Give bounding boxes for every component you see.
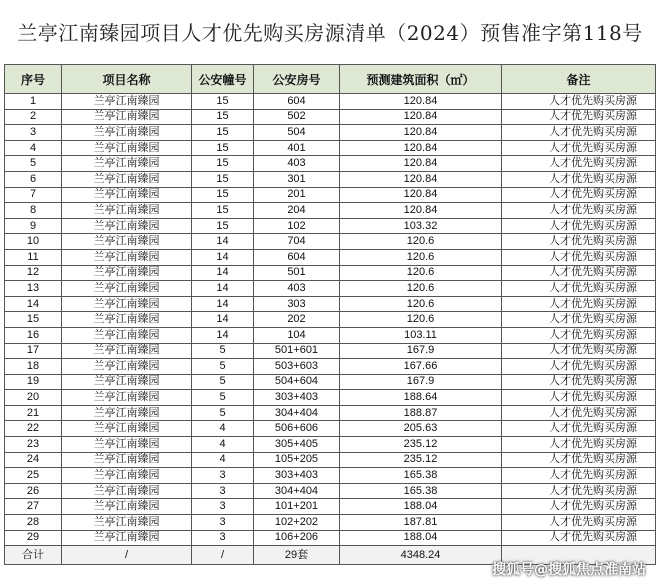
cell-room-number: 504 xyxy=(254,125,340,141)
cell-building-number: 14 xyxy=(192,312,254,328)
cell-index: 2 xyxy=(5,109,62,125)
header-project-name: 项目名称 xyxy=(62,65,192,94)
cell-note: 人才优先购买房源 xyxy=(502,125,656,141)
cell-index: 24 xyxy=(5,452,62,468)
table-row xyxy=(5,203,656,219)
table-row xyxy=(5,265,656,281)
cell-area: 120.84 xyxy=(340,94,502,110)
cell-room-number: 303 xyxy=(254,296,340,312)
cell-note: 人才优先购买房源 xyxy=(502,327,656,343)
cell-project-name: 兰亭江南臻园 xyxy=(62,171,192,187)
total-building: / xyxy=(192,546,254,565)
cell-project-name: 兰亭江南臻园 xyxy=(62,374,192,390)
cell-index: 5 xyxy=(5,156,62,172)
cell-index: 21 xyxy=(5,405,62,421)
cell-area: 103.11 xyxy=(340,327,502,343)
cell-building-number: 5 xyxy=(192,343,254,359)
cell-building-number: 15 xyxy=(192,187,254,203)
cell-project-name: 兰亭江南臻园 xyxy=(62,327,192,343)
table-row xyxy=(5,390,656,406)
table-row xyxy=(5,452,656,468)
header-note: 备注 xyxy=(502,65,656,94)
header-index: 序号 xyxy=(5,65,62,94)
cell-index: 9 xyxy=(5,218,62,234)
table-row xyxy=(5,312,656,328)
cell-room-number: 403 xyxy=(254,156,340,172)
cell-area: 120.84 xyxy=(340,203,502,219)
cell-index: 27 xyxy=(5,499,62,515)
cell-building-number: 15 xyxy=(192,218,254,234)
cell-building-number: 4 xyxy=(192,437,254,453)
cell-room-number: 104 xyxy=(254,327,340,343)
cell-building-number: 15 xyxy=(192,94,254,110)
cell-building-number: 3 xyxy=(192,468,254,484)
cell-note: 人才优先购买房源 xyxy=(502,468,656,484)
cell-area: 120.6 xyxy=(340,265,502,281)
cell-project-name: 兰亭江南臻园 xyxy=(62,203,192,219)
cell-area: 188.64 xyxy=(340,390,502,406)
cell-note: 人才优先购买房源 xyxy=(502,109,656,125)
table-row xyxy=(5,125,656,141)
cell-index: 3 xyxy=(5,125,62,141)
cell-building-number: 14 xyxy=(192,234,254,250)
cell-index: 14 xyxy=(5,296,62,312)
cell-room-number: 202 xyxy=(254,312,340,328)
table-row xyxy=(5,437,656,453)
cell-note: 人才优先购买房源 xyxy=(502,312,656,328)
cell-area: 188.87 xyxy=(340,405,502,421)
cell-building-number: 3 xyxy=(192,530,254,546)
table-row xyxy=(5,109,656,125)
cell-project-name: 兰亭江南臻园 xyxy=(62,405,192,421)
table-row xyxy=(5,374,656,390)
cell-area: 235.12 xyxy=(340,452,502,468)
cell-project-name: 兰亭江南臻园 xyxy=(62,234,192,250)
cell-index: 8 xyxy=(5,203,62,219)
cell-index: 22 xyxy=(5,421,62,437)
cell-room-number: 303+403 xyxy=(254,468,340,484)
cell-index: 7 xyxy=(5,187,62,203)
cell-area: 120.6 xyxy=(340,249,502,265)
table-row xyxy=(5,499,656,515)
cell-note: 人才优先购买房源 xyxy=(502,281,656,297)
cell-area: 188.04 xyxy=(340,499,502,515)
cell-index: 17 xyxy=(5,343,62,359)
cell-note: 人才优先购买房源 xyxy=(502,187,656,203)
total-area: 4348.24 xyxy=(340,546,502,565)
cell-index: 15 xyxy=(5,312,62,328)
cell-room-number: 304+404 xyxy=(254,405,340,421)
cell-building-number: 15 xyxy=(192,140,254,156)
cell-project-name: 兰亭江南臻园 xyxy=(62,483,192,499)
cell-project-name: 兰亭江南臻园 xyxy=(62,312,192,328)
table-row xyxy=(5,296,656,312)
cell-index: 23 xyxy=(5,437,62,453)
table-row xyxy=(5,343,656,359)
table-row xyxy=(5,218,656,234)
cell-room-number: 501+601 xyxy=(254,343,340,359)
cell-building-number: 4 xyxy=(192,421,254,437)
cell-index: 10 xyxy=(5,234,62,250)
cell-room-number: 502 xyxy=(254,109,340,125)
table-row xyxy=(5,156,656,172)
cell-note: 人才优先购买房源 xyxy=(502,374,656,390)
cell-index: 12 xyxy=(5,265,62,281)
cell-area: 120.84 xyxy=(340,171,502,187)
cell-note: 人才优先购买房源 xyxy=(502,296,656,312)
table-body xyxy=(5,94,656,546)
housing-list-table xyxy=(4,64,656,565)
cell-note: 人才优先购买房源 xyxy=(502,218,656,234)
cell-building-number: 4 xyxy=(192,452,254,468)
cell-building-number: 14 xyxy=(192,249,254,265)
cell-building-number: 14 xyxy=(192,296,254,312)
cell-room-number: 301 xyxy=(254,171,340,187)
cell-room-number: 401 xyxy=(254,140,340,156)
cell-building-number: 15 xyxy=(192,109,254,125)
cell-project-name: 兰亭江南臻园 xyxy=(62,156,192,172)
document-title: 兰亭江南臻园项目人才优先购买房源清单（2024）预售准字第118号 xyxy=(17,20,643,45)
table-row xyxy=(5,359,656,375)
cell-note: 人才优先购买房源 xyxy=(502,249,656,265)
table-row xyxy=(5,421,656,437)
total-rooms: 29套 xyxy=(254,546,340,565)
cell-project-name: 兰亭江南臻园 xyxy=(62,515,192,531)
cell-building-number: 3 xyxy=(192,515,254,531)
cell-note: 人才优先购买房源 xyxy=(502,265,656,281)
cell-building-number: 15 xyxy=(192,171,254,187)
cell-room-number: 304+404 xyxy=(254,483,340,499)
cell-project-name: 兰亭江南臻园 xyxy=(62,359,192,375)
table-row xyxy=(5,530,656,546)
table-row xyxy=(5,234,656,250)
cell-area: 165.38 xyxy=(340,483,502,499)
cell-note: 人才优先购买房源 xyxy=(502,343,656,359)
cell-index: 1 xyxy=(5,94,62,110)
cell-room-number: 704 xyxy=(254,234,340,250)
cell-building-number: 15 xyxy=(192,156,254,172)
cell-note: 人才优先购买房源 xyxy=(502,359,656,375)
cell-project-name: 兰亭江南臻园 xyxy=(62,343,192,359)
table-row xyxy=(5,187,656,203)
cell-area: 120.84 xyxy=(340,140,502,156)
cell-room-number: 204 xyxy=(254,203,340,219)
cell-index: 4 xyxy=(5,140,62,156)
cell-room-number: 105+205 xyxy=(254,452,340,468)
table-row xyxy=(5,171,656,187)
cell-project-name: 兰亭江南臻园 xyxy=(62,390,192,406)
cell-area: 120.84 xyxy=(340,125,502,141)
cell-note: 人才优先购买房源 xyxy=(502,405,656,421)
cell-building-number: 15 xyxy=(192,203,254,219)
cell-room-number: 501 xyxy=(254,265,340,281)
table-row xyxy=(5,483,656,499)
cell-area: 120.6 xyxy=(340,296,502,312)
cell-project-name: 兰亭江南臻园 xyxy=(62,140,192,156)
table-row xyxy=(5,515,656,531)
header-building-number: 公安幢号 xyxy=(192,65,254,94)
cell-project-name: 兰亭江南臻园 xyxy=(62,421,192,437)
cell-note: 人才优先购买房源 xyxy=(502,421,656,437)
cell-index: 18 xyxy=(5,359,62,375)
cell-index: 26 xyxy=(5,483,62,499)
table-row xyxy=(5,327,656,343)
cell-project-name: 兰亭江南臻园 xyxy=(62,468,192,484)
cell-project-name: 兰亭江南臻园 xyxy=(62,109,192,125)
cell-note: 人才优先购买房源 xyxy=(502,140,656,156)
table-row xyxy=(5,405,656,421)
cell-index: 29 xyxy=(5,530,62,546)
cell-area: 235.12 xyxy=(340,437,502,453)
table-row xyxy=(5,468,656,484)
cell-index: 16 xyxy=(5,327,62,343)
cell-project-name: 兰亭江南臻园 xyxy=(62,281,192,297)
total-label: 合计 xyxy=(5,546,62,565)
cell-area: 165.38 xyxy=(340,468,502,484)
cell-note: 人才优先购买房源 xyxy=(502,94,656,110)
table-row xyxy=(5,94,656,110)
cell-building-number: 3 xyxy=(192,483,254,499)
cell-building-number: 14 xyxy=(192,327,254,343)
cell-building-number: 5 xyxy=(192,359,254,375)
total-project: / xyxy=(62,546,192,565)
cell-area: 205.63 xyxy=(340,421,502,437)
cell-project-name: 兰亭江南臻园 xyxy=(62,187,192,203)
cell-room-number: 403 xyxy=(254,281,340,297)
cell-building-number: 5 xyxy=(192,374,254,390)
table-row xyxy=(5,140,656,156)
cell-project-name: 兰亭江南臻园 xyxy=(62,296,192,312)
cell-project-name: 兰亭江南臻园 xyxy=(62,437,192,453)
cell-room-number: 604 xyxy=(254,94,340,110)
cell-note: 人才优先购买房源 xyxy=(502,452,656,468)
cell-note: 人才优先购买房源 xyxy=(502,203,656,219)
cell-area: 187.81 xyxy=(340,515,502,531)
cell-area: 167.9 xyxy=(340,343,502,359)
cell-room-number: 305+405 xyxy=(254,437,340,453)
cell-note: 人才优先购买房源 xyxy=(502,499,656,515)
cell-note: 人才优先购买房源 xyxy=(502,156,656,172)
cell-area: 167.66 xyxy=(340,359,502,375)
cell-room-number: 102 xyxy=(254,218,340,234)
cell-building-number: 14 xyxy=(192,281,254,297)
cell-room-number: 504+604 xyxy=(254,374,340,390)
cell-index: 19 xyxy=(5,374,62,390)
header-area: 预测建筑面积（㎡） xyxy=(340,65,502,94)
cell-index: 11 xyxy=(5,249,62,265)
table-header-row xyxy=(5,65,656,94)
cell-index: 20 xyxy=(5,390,62,406)
cell-note: 人才优先购买房源 xyxy=(502,234,656,250)
cell-room-number: 506+606 xyxy=(254,421,340,437)
cell-area: 188.04 xyxy=(340,530,502,546)
cell-building-number: 14 xyxy=(192,265,254,281)
cell-building-number: 5 xyxy=(192,405,254,421)
cell-note: 人才优先购买房源 xyxy=(502,171,656,187)
cell-room-number: 604 xyxy=(254,249,340,265)
cell-index: 25 xyxy=(5,468,62,484)
cell-note: 人才优先购买房源 xyxy=(502,515,656,531)
cell-room-number: 101+201 xyxy=(254,499,340,515)
cell-room-number: 102+202 xyxy=(254,515,340,531)
cell-note: 人才优先购买房源 xyxy=(502,483,656,499)
cell-note: 人才优先购买房源 xyxy=(502,437,656,453)
cell-note: 人才优先购买房源 xyxy=(502,530,656,546)
cell-project-name: 兰亭江南臻园 xyxy=(62,452,192,468)
cell-area: 120.6 xyxy=(340,234,502,250)
cell-room-number: 106+206 xyxy=(254,530,340,546)
cell-area: 120.84 xyxy=(340,156,502,172)
cell-area: 103.32 xyxy=(340,218,502,234)
header-room-number: 公安房号 xyxy=(254,65,340,94)
cell-project-name: 兰亭江南臻园 xyxy=(62,249,192,265)
cell-area: 120.84 xyxy=(340,109,502,125)
cell-project-name: 兰亭江南臻园 xyxy=(62,218,192,234)
cell-building-number: 5 xyxy=(192,390,254,406)
cell-project-name: 兰亭江南臻园 xyxy=(62,530,192,546)
cell-index: 6 xyxy=(5,171,62,187)
cell-index: 13 xyxy=(5,281,62,297)
cell-project-name: 兰亭江南臻园 xyxy=(62,125,192,141)
cell-building-number: 15 xyxy=(192,125,254,141)
cell-area: 120.84 xyxy=(340,187,502,203)
cell-area: 120.6 xyxy=(340,312,502,328)
cell-area: 120.6 xyxy=(340,281,502,297)
cell-room-number: 201 xyxy=(254,187,340,203)
cell-area: 167.9 xyxy=(340,374,502,390)
table-row xyxy=(5,281,656,297)
cell-project-name: 兰亭江南臻园 xyxy=(62,499,192,515)
cell-project-name: 兰亭江南臻园 xyxy=(62,94,192,110)
cell-note: 人才优先购买房源 xyxy=(502,390,656,406)
watermark: 搜狐号@搜狐焦点淮南站 xyxy=(492,562,646,578)
cell-index: 28 xyxy=(5,515,62,531)
cell-building-number: 3 xyxy=(192,499,254,515)
cell-room-number: 503+603 xyxy=(254,359,340,375)
table-row xyxy=(5,249,656,265)
cell-project-name: 兰亭江南臻园 xyxy=(62,265,192,281)
cell-room-number: 303+403 xyxy=(254,390,340,406)
